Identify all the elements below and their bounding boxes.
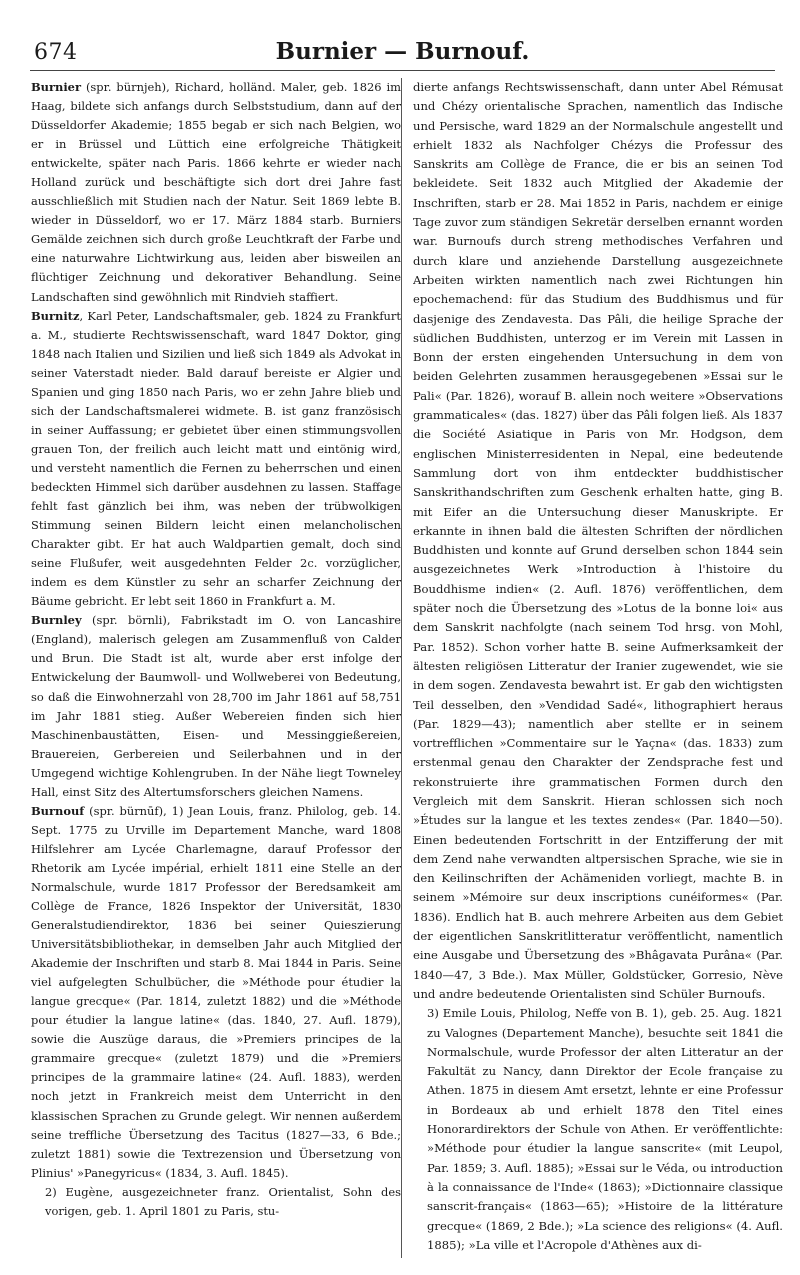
column-divider: [401, 78, 402, 1258]
entry-text: dierte anfangs Rechtswissenschaft, dann unter Abel Rémusat und Chézy orientalische Sprachen, namentlich das Indische und Persische, ward 1829 an der Normalschule angestellt und erhielt 1832 als Nachfolger Chézys die Professur des Sanskrits am Collège de France, die er bis an seinen Tod bekleidete. Seit 1832 auch Mitglied der Akademie der Inschriften, starb er 28. Mai 1852 in Paris, nachdem er einige Tage zuvor zum ständigen Sekretär derselben ernannt worden war. Burnoufs durch streng methodisches Verfahren und durch klare und anziehende Darstellung ausgezeichnete Arbeiten wirkten namentlich nach zwei Richtungen hin epochemachend: für das Studium des Buddhismus und für dasjenige des Zendavesta. Das Pâli, die heilige Sprache der südlichen Buddhisten, unterzog er im Verein mit Lassen in Bonn der ersten eingehenden Untersuchung in dem von beiden Gelehrten zusammen herausgegebenen »Essai sur le Pali« (Par. 1826), worauf B. allein noch weitere »Observations grammaticales« (das. 1827) über das Pâli folgen ließ. Als 1837 die Société Asiatique in Paris von Mr. Hodgson, dem englischen Ministerresidenten in Nepal, eine bedeutende Sammlung dort von ihm entdeckter buddhistischer Sanskrithandschriften zum Geschenk erhalten hatte, ging B. mit Eifer an die Untersuchung dieser Manuskripte. Er erkannte in ihnen bald die ältesten Schriften der nördlichen Buddhisten und konnte auf Grund derselben schon 1844 sein ausgezeichnetes Werk »Introduction à l'histoire du Bouddhisme indien« (2. Aufl. 1876) veröffentlichen, dem später noch die Übersetzung des »Lotus de la bonne loi« aus dem Sanskrit nachfolgte (nach seinem Tod hrsg. von Mohl, Par. 1852). Schon vorher hatte B. seine Aufmerksamkeit der ältesten religiösen Litteratur der Iranier zugewendet, wie sie in dem sogen. Zendavesta bewahrt ist. Er gab den wichtigsten Teil desselben, den »Vendidad Sadé«, lithographiert heraus (Par. 1829—43); namentlich aber stellte er in seinem vortrefflichen »Commentaire sur le Yaçna« (das. 1833) zum erstenmal genau den Charakter der Zendsprache fest und rekonstruierte ihre grammatischen Formen durch den Vergleich mit dem Sanskrit. Hieran schlossen sich noch »Études sur la langue et les textes zendes« (Par. 1840—50). Einen bedeutenden Fortschritt in der Entzifferung der mit dem Zend nahe verwandten altpersischen Sprache, wie sie in den Keilinschriften der Achämeniden vorliegt, machte B. in seinem »Mémoire sur deux inscriptions cunéiformes« (Par. 1836). Endlich hat B. auch mehrere Arbeiten aus dem Gebiet der eigentlichen Sanskritlitteratur veröffentlicht, namentlich eine Ausgabe und Übersetzung des »Bhâgavata Purâna« (Par. 1840—47, 3 Bde.). Max Müller, Goldstücker, Gorresio, Nève und andre bedeutende Orientalisten sind Schüler Burnoufs.: [413, 80, 783, 1001]
entry-burnouf-eugene: [31, 1183, 401, 1221]
entry-text: (spr. bürnjeh), Richard, holländ. Maler, geb. 1826 im Haag, bildete sich anfangs durch Selbststudium, dann auf der Düsseldorfer Akademie; 1855 begab er sich nach Belgien, wo er in Brüssel und Lüttich eine erfolgreiche Thätigkeit entwickelte, später nach Paris. 1866 kehrte er wieder nach Holland zurück und beschäftigte sich dort drei Jahre fast ausschließlich mit Studien nach der Natur. Seit 1869 lebte B. wieder in Düsseldorf, wo er 17. März 1884 starb. Burniers Gemälde zeichnen sich durch große Leuchtkraft der Farbe und eine naturwahre Lichtwirkung aus, leiden aber bisweilen an flüchtiger Zeichnung und dekorativer Behandlung. Seine Landschaften sind gewöhnlich mit Rindvieh staffiert.: [31, 80, 401, 304]
entry-burnouf: [31, 802, 401, 1183]
right-column: [413, 78, 783, 1258]
entry-lemma: Burnouf: [31, 803, 85, 818]
entry-burnouf-emile: [413, 1004, 783, 1255]
entry-burnitz: [31, 307, 401, 612]
entry-burnley: [31, 611, 401, 801]
entry-lemma: Burnitz: [31, 308, 80, 323]
entry-text: (spr. börnli), Fabrikstadt im O. von Lancashire (England), malerisch gelegen am Zusammenfluß von Calder und Brun. Die Stadt ist alt, wurde aber erst infolge der Entwickelung der Baumwoll- und Wollweberei von Bedeutung, so daß die Einwohnerzahl von 28,700 im Jahr 1861 auf 58,751 im Jahr 1881 stieg. Außer Webereien finden sich hier Maschinenbaustätten, Eisen- und Messinggießereien, Brauereien, Gerbereien und Seilerbahnen und in der Umgegend wichtige Kohlengruben. In der Nähe liegt Towneley Hall, einst Sitz des Altertumsforschers gleichen Namens.: [31, 613, 401, 799]
running-title: Burnier — Burnouf.: [275, 38, 530, 65]
entry-text: 3) Emile Louis, Philolog, Neffe von B. 1), geb. 25. Aug. 1821 zu Valognes (Departement Manche), besuchte seit 1841 die Normalschule, wurde Professor der alten Litteratur an der Fakultät zu Nancy, dann Direktor der Ecole française zu Athen. 1875 in diesem Amt ersetzt, lehnte er eine Professur in Bordeaux ab und erhielt 1878 den Titel eines Honorardirektors der Schule von Athen. Er veröffentlichte: »Méthode pour étudier la langue sanscrite« (mit Leupol, Par. 1859; 3. Aufl. 1885); »Essai sur le Véda, ou introduction à la connaissance de l'Inde« (1863); »Dictionnaire classique sanscrit-français« (1863—65); »Histoire de la littérature grecque« (1869, 2 Bde.); »La science des religions« (4. Aufl. 1885); »La ville et l'Acropole d'Athènes aux di-: [427, 1006, 783, 1252]
left-column: [31, 78, 401, 1258]
entry-text: (spr. bürnūf), 1) Jean Louis, franz. Philolog, geb. 14. Sept. 1775 zu Urville im Departement Manche, ward 1808 Hilfslehrer am Lycée Charlemagne, darauf Professor der Rhetorik am Lycée impérial, erhielt 1811 eine Stelle an der Normalschule, wurde 1817 Professor der Beredsamkeit am Collège de France, 1826 Inspektor der Universität, 1830 Generalstudiendirektor, 1836 bei seiner Quieszierung Universitätsbibliothekar, in demselben Jahr auch Mitglied der Akademie der Inschriften und starb 8. Mai 1844 in Paris. Seine viel aufgelegten Schulbücher, die »Méthode pour étudier la langue grecque« (Par. 1814, zuletzt 1882) und die »Méthode pour étudier la langue latine« (das. 1840, 27. Aufl. 1879), sowie die Auszüge daraus, die »Premiers principes de la grammaire grecque« (zuletzt 1879) und die »Premiers principes de la grammaire latine« (24. Aufl. 1883), werden noch jetzt in Frankreich meist dem Unterricht in den klassischen Sprachen zu Grunde gelegt. Wir nennen außerdem seine treffliche Übersetzung des Tacitus (1827—33, 6 Bde.; zuletzt 1881) sowie die Textrezension und Übersetzung von Plinius' »Panegyricus« (1834, 3. Aufl. 1845).: [31, 803, 401, 1180]
entry-lemma: Burnier: [31, 80, 81, 94]
page-number: 674: [34, 40, 78, 65]
entry-burnouf-eugene-continued: [413, 78, 783, 1004]
entry-text: 2) Eugène, ausgezeichneter franz. Orientalist, Sohn des vorigen, geb. 1. April 1801 zu Paris, stu-: [45, 1184, 401, 1218]
entry-lemma: Burnley: [31, 613, 82, 628]
entry-burnier: [31, 78, 401, 307]
entry-text: , Karl Peter, Landschaftsmaler, geb. 1824 zu Frankfurt a. M., studierte Rechtswissenschaft, ward 1847 Doktor, ging 1848 nach Italien und Sizilien und ließ sich 1849 als Advokat in seiner Vaterstadt nieder. Bald darauf bereiste er Algier und Spanien und ging 1850 nach Paris, wo er zehn Jahre blieb und sich der Landschaftsmalerei widmete. B. ist ganz französisch in seiner Auffassung; er gebietet über einen stimmungsvollen grauen Ton, der freilich auch leicht matt und eintönig wird, und versteht namentlich die Fernen zu beherrschen und einen bedeckten Himmel sich darüber ausdehnen zu lassen. Staffage fehlt fast gänzlich bei ihm, was neben der trübwolkigen Stimmung seinen Bildern leicht einen melancholischen Charakter gibt. Er hat auch Waldpartien gemalt, doch sind seine Flußufer, weit ausgedehnten Felder 2c. vorzüglicher, indem es dem Künstler zu sehr an scharfer Zeichnung der Bäume gebricht. Er lebt seit 1860 in Frankfurt a. M.: [31, 308, 401, 609]
page-header: [30, 34, 775, 71]
